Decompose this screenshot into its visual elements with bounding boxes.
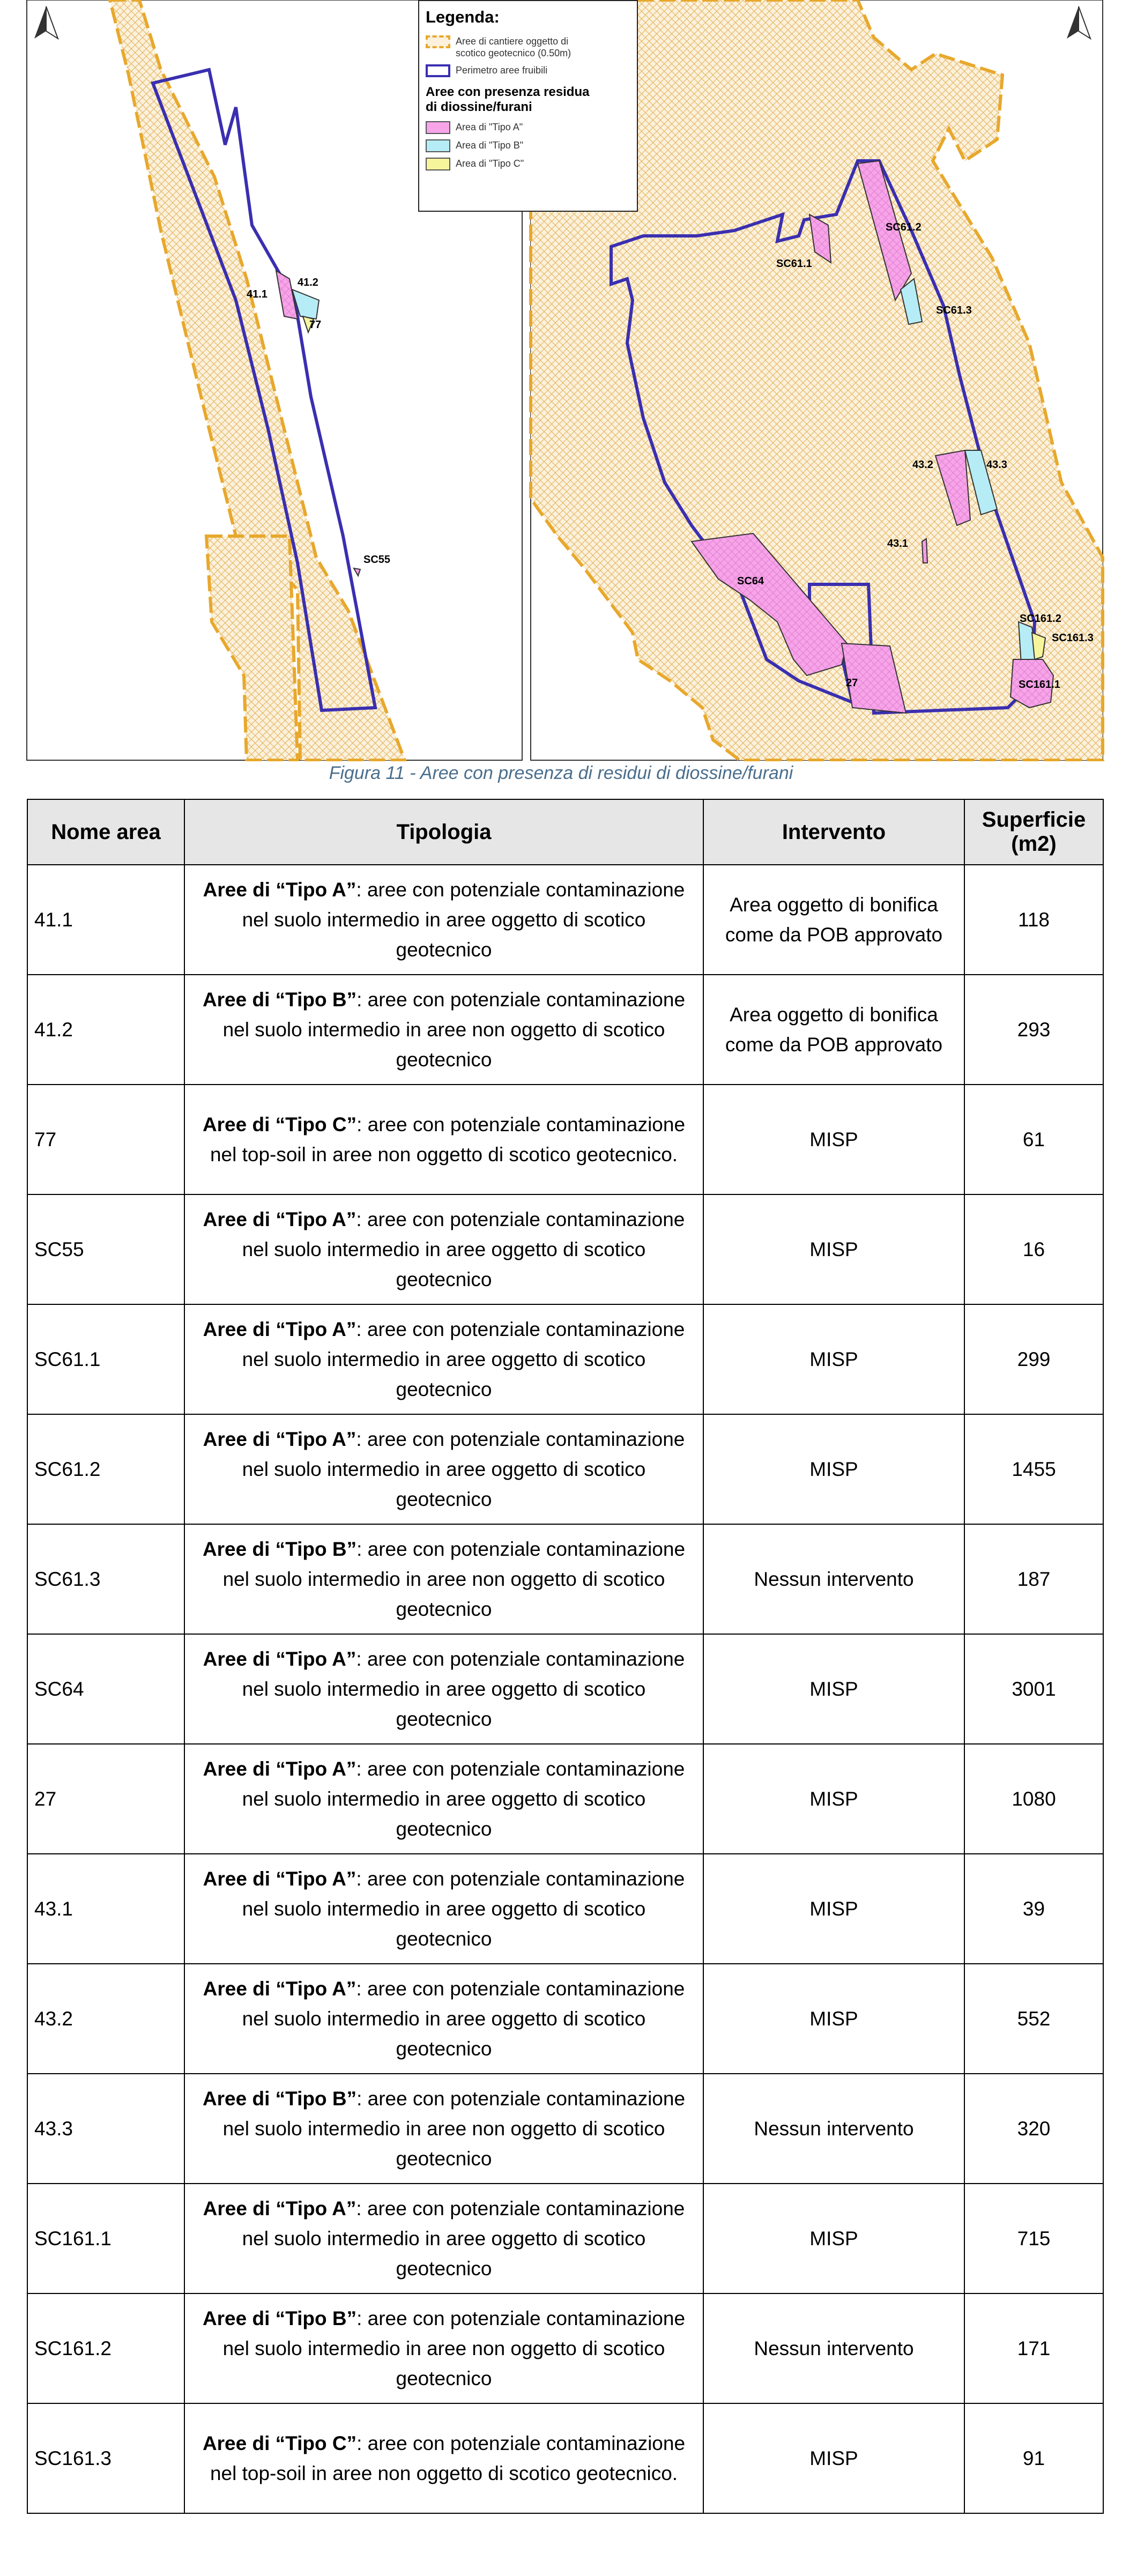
cell-superficie: 16 [964,1194,1103,1304]
tipo-a-swatch-icon [426,121,450,134]
cell-superficie: 3001 [964,1634,1103,1744]
tipologia-type: Aree di “Tipo A” [203,1208,356,1230]
tipo-b-swatch-icon [426,139,450,152]
legend-item-perimetro [426,64,630,77]
cell-nome-area: SC161.1 [27,2184,184,2293]
tipologia-description: : aree con potenziale contaminazione nel suolo intermedio in aree oggetto di scotico geotecnico [242,1318,685,1400]
cell-nome-area: 77 [27,1085,184,1194]
cell-tipologia [184,1414,703,1524]
tipologia-description: : aree con potenziale contaminazione nel suolo intermedio in aree oggetto di scotico geotecnico [242,1647,685,1730]
map-label-sc61-2: SC61.2 [886,221,922,233]
legend-tipo-b-label: Area di "Tipo B" [456,140,524,151]
tipo-c-swatch-icon [426,158,450,170]
map-label-sc161-3: SC161.3 [1052,632,1094,644]
cell-tipologia [184,975,703,1085]
cell-intervento: MISP [703,2184,964,2293]
table-row [27,1854,1103,1964]
map-label-sc161-1: SC161.1 [1019,679,1060,691]
table-row [27,2184,1103,2293]
cell-superficie: 552 [964,1964,1103,2074]
cell-superficie: 118 [964,865,1103,975]
map-label-sc61-3: SC61.3 [936,305,972,316]
cell-nome-area: SC55 [27,1194,184,1304]
tipologia-description: : aree con potenziale contaminazione nel suolo intermedio in aree oggetto di scotico geotecnico [242,1867,685,1950]
cell-superficie: 61 [964,1085,1103,1194]
tipologia-type: Aree di “Tipo B” [202,2307,357,2329]
cell-superficie: 39 [964,1854,1103,1964]
tipologia-type: Aree di “Tipo A” [203,1977,356,2000]
tipologia-description: : aree con potenziale contaminazione nel suolo intermedio in aree oggetto di scotico geotecnico [242,1428,685,1510]
cell-tipologia [184,2403,703,2513]
tipologia-type: Aree di “Tipo B” [202,2087,357,2110]
cell-intervento: MISP [703,1744,964,1854]
map-label-43-1: 43.1 [887,538,908,550]
tipologia-type: Aree di “Tipo C” [202,1113,357,1135]
cell-nome-area: SC61.1 [27,1304,184,1414]
cell-intervento: MISP [703,1854,964,1964]
map-label-27: 27 [846,677,858,689]
area-43-1 [922,539,927,563]
map-label-sc161-2: SC161.2 [1020,613,1061,625]
cell-tipologia [184,1304,703,1414]
table-row [27,1085,1103,1194]
cell-tipologia [184,1524,703,1634]
cell-intervento: MISP [703,1194,964,1304]
cell-tipologia [184,2293,703,2403]
cell-superficie: 320 [964,2074,1103,2184]
tipologia-description: : aree con potenziale contaminazione nel suolo intermedio in aree oggetto di scotico geotecnico [242,1208,685,1290]
cell-superficie: 1455 [964,1414,1103,1524]
legend-tipo-a-label: Area di "Tipo A" [456,122,523,132]
cell-nome-area: SC61.3 [27,1524,184,1634]
cell-intervento: Area oggetto di bonifica come da POB approvato [703,975,964,1085]
cell-tipologia [184,1194,703,1304]
table-row [27,1194,1103,1304]
tipologia-type: Aree di “Tipo B” [202,988,357,1011]
table-body [27,865,1103,2513]
cell-intervento: Area oggetto di bonifica come da POB approvato [703,865,964,975]
table-row [27,2293,1103,2403]
tipologia-type: Aree di “Tipo A” [203,1757,356,1780]
cell-tipologia [184,2184,703,2293]
cell-tipologia [184,2074,703,2184]
table-row [27,1524,1103,1634]
header-tipologia: Tipologia [184,799,703,865]
cell-superficie: 187 [964,1524,1103,1634]
cell-nome-area: 43.3 [27,2074,184,2184]
tipologia-type: Aree di “Tipo A” [203,1867,356,1890]
tipologia-description: : aree con potenziale contaminazione nel suolo intermedio in aree oggetto di scotico geotecnico [242,878,685,961]
cell-nome-area: 27 [27,1744,184,1854]
cell-intervento: MISP [703,2403,964,2513]
map-label-43-3: 43.3 [986,459,1007,471]
cell-nome-area: SC161.2 [27,2293,184,2403]
table-row [27,865,1103,975]
table-row [27,1414,1103,1524]
perimetro-swatch-icon [426,64,450,77]
cell-nome-area: 43.2 [27,1964,184,2074]
legend-item-tipo-a [426,121,630,134]
table-header-row [27,799,1103,865]
legend-item-tipo-c [426,158,630,170]
legend-subtitle-2: di diossine/furani [426,100,532,114]
cell-tipologia [184,1744,703,1854]
legend-tipo-c-label: Area di "Tipo C" [456,158,524,169]
cell-superficie: 1080 [964,1744,1103,1854]
tipologia-description: : aree con potenziale contaminazione nel top-soil in aree non oggetto di scotico geotecnico. [210,2432,686,2484]
cell-nome-area: 41.1 [27,865,184,975]
tipologia-type: Aree di “Tipo A” [203,1318,356,1340]
tipologia-description: : aree con potenziale contaminazione nel suolo intermedio in aree oggetto di scotico geotecnico [242,1977,685,2060]
map-label-41-1: 41.1 [247,288,268,300]
cell-intervento: MISP [703,1964,964,2074]
table-row [27,975,1103,1085]
map-label-43-2: 43.2 [912,459,933,471]
table-row [27,1744,1103,1854]
tipologia-description: : aree con potenziale contaminazione nel suolo intermedio in aree oggetto di scotico geotecnico [242,1757,685,1840]
tipologia-type: Aree di “Tipo A” [203,1428,356,1450]
areas-table [27,799,1104,2514]
cell-tipologia [184,865,703,975]
header-intervento: Intervento [703,799,964,865]
cell-tipologia [184,1854,703,1964]
cantiere-swatch-icon [426,35,450,48]
cell-tipologia [184,1634,703,1744]
tipologia-description: : aree con potenziale contaminazione nel suolo intermedio in aree oggetto di scotico geotecnico [242,2197,685,2280]
cell-superficie: 299 [964,1304,1103,1414]
cell-intervento: MISP [703,1414,964,1524]
table-row [27,2403,1103,2513]
map-label-41-2: 41.2 [298,277,318,288]
tipologia-type: Aree di “Tipo C” [202,2432,357,2454]
legend-title: Legenda: [426,8,500,26]
legend-perimetro-label: Perimetro aree fruibili [456,65,548,76]
cell-nome-area: SC61.2 [27,1414,184,1524]
cell-intervento: Nessun intervento [703,2074,964,2184]
cell-intervento: MISP [703,1634,964,1744]
cell-intervento: Nessun intervento [703,1524,964,1634]
legend-item-cantiere [426,35,630,59]
header-nome-area: Nome area [27,799,184,865]
figure-caption: Figura 11 - Aree con presenza di residui di diossine/furani [329,763,793,783]
header-superficie: Superficie (m2) [964,799,1103,865]
legend-cantiere-label-1: Aree di cantiere oggetto di [456,36,569,47]
tipologia-description: : aree con potenziale contaminazione nel top-soil in aree non oggetto di scotico geotecnico. [210,1113,686,1165]
cell-superficie: 91 [964,2403,1103,2513]
table-row [27,2074,1103,2184]
tipologia-type: Aree di “Tipo A” [203,878,356,901]
legend-cantiere-label-2: scotico geotecnico (0.50m) [456,48,571,58]
cell-nome-area: 43.1 [27,1854,184,1964]
map-label-sc64: SC64 [737,575,764,587]
figure-map [0,0,1122,761]
map-label-sc55: SC55 [363,554,391,566]
map-label-77: 77 [309,319,322,331]
table-row [27,1304,1103,1414]
cell-intervento: MISP [703,1085,964,1194]
tipologia-description: : aree con potenziale contaminazione nel suolo intermedio in aree non oggetto di scotico geotecnico [222,1538,686,1620]
areas-table-wrapper [27,799,1103,2514]
area-sc161-3 [1032,633,1045,659]
cell-nome-area: SC64 [27,1634,184,1744]
cell-nome-area: 41.2 [27,975,184,1085]
tipologia-description: : aree con potenziale contaminazione nel suolo intermedio in aree non oggetto di scotico geotecnico [222,2087,686,2170]
tipologia-type: Aree di “Tipo A” [203,1647,356,1670]
cell-nome-area: SC161.3 [27,2403,184,2513]
legend-item-tipo-b [426,139,630,152]
cell-superficie: 293 [964,975,1103,1085]
table-row [27,1964,1103,2074]
cell-superficie: 171 [964,2293,1103,2403]
cell-tipologia [184,1964,703,2074]
cell-intervento: MISP [703,1304,964,1414]
tipologia-description: : aree con potenziale contaminazione nel suolo intermedio in aree non oggetto di scotico geotecnico [222,2307,686,2389]
legend-subtitle-1: Aree con presenza residua [426,85,590,99]
tipologia-type: Aree di “Tipo B” [202,1538,357,1560]
map-legend [418,0,638,212]
cell-tipologia [184,1085,703,1194]
map-label-sc61-1: SC61.1 [776,258,812,270]
cell-superficie: 715 [964,2184,1103,2293]
table-row [27,1634,1103,1744]
cell-intervento: Nessun intervento [703,2293,964,2403]
tipologia-type: Aree di “Tipo A” [203,2197,356,2219]
tipologia-description: : aree con potenziale contaminazione nel suolo intermedio in aree non oggetto di scotico geotecnico [222,988,686,1071]
